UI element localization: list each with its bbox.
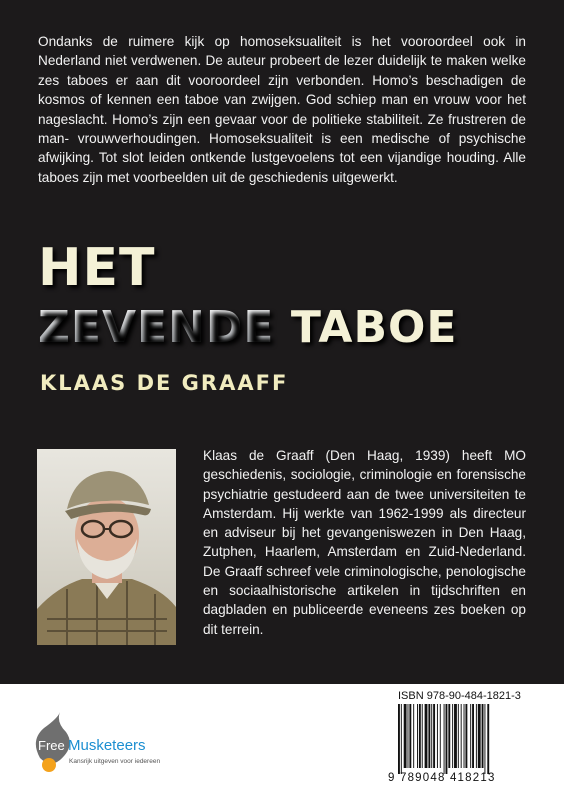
barcode-bar <box>422 704 423 768</box>
barcode-bar <box>452 704 453 768</box>
barcode-bar <box>472 704 474 768</box>
barcode-bar <box>487 704 489 774</box>
title-line-2 <box>38 302 457 353</box>
barcode-bar <box>465 704 467 768</box>
barcode-bar <box>448 704 450 768</box>
isbn-label: ISBN 978-90-484-1821-3 <box>398 690 521 702</box>
barcode-bar <box>444 704 445 774</box>
barcode-bar <box>408 704 409 768</box>
title-word-taboe: TABOE <box>290 302 458 353</box>
publisher-name-free: Free <box>38 738 65 753</box>
barcode-bar <box>437 704 438 768</box>
barcode-bar <box>484 704 485 774</box>
barcode-bar <box>428 704 430 768</box>
barcode-bar <box>482 704 484 768</box>
publisher-logo <box>32 712 192 782</box>
barcode-bar <box>476 704 477 768</box>
barcode-bar <box>458 704 459 768</box>
barcode-digits: 9 789048 418213 <box>388 772 496 784</box>
title-word-zevende: ZEVENDE <box>38 302 275 353</box>
author-photo <box>37 449 176 645</box>
barcode-bar <box>401 704 402 774</box>
barcode-bar <box>409 704 411 768</box>
barcode-bar <box>478 704 481 768</box>
blurb-text: Ondanks de ruimere kijk op homoseksualiteit is het vooroordeel ook in Nederland niet verdwenen. De auteur probeert de lezer duidelijk te maken welke zes taboes er aan dit vooroordeel zijn verbonden. Homo’s beschadigen de kosmos of kennen een taboe van zwijgen. God schiep man en vrouw voor het nageslacht. Homo’s zijn een gevaar voor de politieke stabiliteit. Ze frustreren de man- vrouwverhoudingen. Homoseksualiteit is een medische of psychische afwijking. Tot slot leiden ontkende lustgevoelens tot een vijandige houding. Alle taboes zijn met voorbeelden uit de geschiedenis uitgewerkt. <box>38 34 526 185</box>
barcode-bar <box>440 704 441 768</box>
barcode-bar <box>404 704 407 768</box>
barcode-bar <box>470 704 471 768</box>
barcode-bar <box>433 704 435 768</box>
barcode-bar <box>398 704 400 774</box>
barcode-bar <box>431 704 432 768</box>
barcode-bar <box>419 704 421 768</box>
barcode-bar <box>446 704 448 774</box>
publisher-name-musketeers: Musketeers <box>68 737 146 754</box>
author-bio: Klaas de Graaff (Den Haag, 1939) heeft MO geschiedenis, sociologie, criminologie en forensische psychiatrie gestudeerd aan de twee universiteiten te Amsterdam. Hij werkte van 1962-1999 als directeur en adviseur bij het gevangeniswezen in Den Haag, Zutphen, Haarlem, Amsterdam en Zuid-Nederland. De Graaff schreef vele criminologische, penologische en sociaalhistorische artikelen in tijdschriften en dagbladen en publiceerde eveneens zes boeken op dit terrein. <box>203 448 526 637</box>
barcode-bar <box>417 704 418 768</box>
barcode-bar <box>464 704 465 768</box>
barcode-bar <box>454 704 457 768</box>
barcode-bar <box>461 704 462 768</box>
barcode-bar <box>425 704 428 768</box>
publisher-tagline: Kansrijk uitgeven voor iedereen <box>69 758 161 765</box>
barcode-bar <box>413 704 414 768</box>
title-line-1: HET <box>38 238 156 298</box>
author-name: KLAAS DE GRAAFF <box>40 371 289 395</box>
